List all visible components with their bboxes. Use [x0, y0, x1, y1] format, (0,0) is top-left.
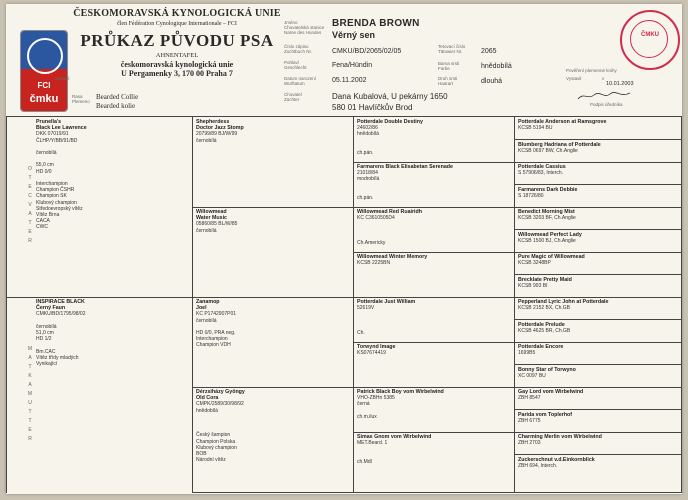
- ancestor-detail: Český šampion: [196, 432, 231, 439]
- ancestor-gen4-16: [518, 457, 678, 469]
- ancestor-detail: 52619V: [357, 305, 375, 312]
- ancestor-gen4-3: [518, 164, 678, 176]
- ancestor-detail: černá: [357, 401, 370, 408]
- side-letter: A: [28, 211, 32, 217]
- issuer-address: U Pergamenky 3, 170 00 Praha 7: [121, 69, 233, 78]
- ancestor-name: Pepperland Lyric John at Potterdale: [518, 299, 609, 305]
- ancestor-detail: černobílá: [36, 150, 57, 157]
- ancestor-detail: KCSB 0697 BW, Ch.Anglie: [518, 147, 578, 154]
- ancestor-gen4-7: [518, 254, 678, 266]
- great-grandparent-5: [357, 299, 509, 336]
- dob-value: 05.11.2002: [332, 77, 367, 84]
- ancestor-detail: 24602/86: [357, 125, 378, 132]
- doc-title: PRŮKAZ PŮVODU PSA: [80, 31, 274, 50]
- color-value: hnědobílá: [481, 63, 512, 70]
- ancestor-detail: KS07674419: [357, 350, 386, 357]
- ancestor-detail: KCSB 993 BI: [518, 282, 548, 289]
- sex-label: Pohlaví Geschlecht: [284, 60, 307, 71]
- ancestor-name: Willowmead Winter Memory: [357, 254, 428, 260]
- breeder-address-1: Dana Kubalová, U pekárny 1650: [332, 92, 448, 101]
- ancestor-detail: Ch.: [357, 330, 365, 337]
- ancestor-detail: ZBH 6775: [518, 417, 541, 424]
- color-label: Barva srsti Farbe: [438, 61, 460, 72]
- ancestor-detail: S 57906/83, Interch.: [518, 170, 564, 177]
- ancestor-name: Brecklate Pretty Maid: [518, 276, 572, 283]
- ancestor-detail: ch.pán.: [357, 195, 374, 202]
- side-letter: E: [28, 427, 32, 433]
- great-grandparent-7: [357, 389, 509, 420]
- ancestor-detail: Středoevropský vítěz: [36, 205, 83, 212]
- ancestor-name: Zuckerschnut v.d.Einkornblick: [518, 456, 595, 463]
- ancestor-detail: hnědobílá: [357, 131, 379, 138]
- coat-label: Druh srsti Haarart: [438, 76, 458, 87]
- ancestor-name: Farmarens Black Elisabetan Serenade: [357, 164, 453, 170]
- ancestor-detail: 51,0 cm: [36, 330, 54, 337]
- pedigree-grid: [6, 116, 682, 493]
- great-grandparent-4: [357, 254, 509, 266]
- ancestor-name: Zanamop: [196, 299, 220, 305]
- ancestor-detail: KCSB 1500 BJ, Ch.Anglie: [518, 237, 576, 244]
- side-label-father: [27, 165, 33, 246]
- pedigree-document: [6, 4, 682, 494]
- ancestor-name-2: Water Music: [196, 215, 228, 222]
- signature-label: Podpis úředníka: [590, 102, 623, 107]
- side-letter: C: [28, 193, 32, 199]
- ancestor-detail: Vynikající: [36, 361, 58, 368]
- great-grandparent-2: [357, 164, 509, 201]
- fci-member-line: člen Fédération Cynologique Internationale – FCI: [117, 21, 237, 27]
- ancestor-detail: HD 1/2: [36, 336, 52, 343]
- ancestor-gen4-1: [518, 119, 678, 131]
- ancestor-name: Farmarens Dark Debbie: [518, 186, 578, 193]
- ancestor-detail: Ch.Americky: [357, 240, 386, 247]
- signature: [576, 88, 632, 98]
- great-grandparent-1: [357, 119, 509, 156]
- ancestor-detail: černobílá: [196, 227, 217, 234]
- coat-value: dlouhá: [481, 78, 503, 85]
- ancestor-detail: ČLHP/Y/BB/91/BD: [36, 137, 78, 144]
- ancestor-name-2: Black Lee Lawrence: [36, 125, 87, 132]
- side-letter: K: [28, 373, 32, 379]
- ancestor-name: Potterdale Encore: [518, 344, 564, 350]
- ancestor-name: Willowmead Red Ruairidh: [357, 209, 422, 215]
- issued-place: v: [602, 76, 605, 81]
- grandparent-4: [196, 389, 348, 463]
- ancestor-detail: 55,0 cm: [36, 162, 54, 169]
- ancestor-name: Potterdale Anderson at Ramsgrove: [518, 119, 607, 125]
- ancestor-detail: KCSB 4625 BR, Ch.GB: [518, 327, 571, 334]
- issuer-name: českomoravská kynologická unie: [120, 60, 234, 69]
- dob-label: Datum narození Wurftatum: [284, 76, 317, 87]
- ancestor-detail: Interchampion: [196, 336, 228, 343]
- grandparent-1: [196, 119, 348, 144]
- side-letter: T: [28, 364, 32, 370]
- ancestor-detail: hnědobílá: [196, 407, 218, 414]
- ancestor-gen4-15: [518, 434, 678, 446]
- ancestor-detail: HD 0/0: [36, 168, 52, 175]
- ancestor-name: Shepherdess: [196, 119, 230, 125]
- ancestor-name: Gay Lord vom Wirbelwind: [518, 389, 584, 395]
- ancestor-detail: Vítěz Brna: [36, 212, 60, 219]
- ancestor-detail: 21018/84: [357, 170, 378, 177]
- side-letter: O: [28, 166, 32, 172]
- ancestor-name-2: Černý Faun: [36, 305, 66, 312]
- side-letter: E: [28, 229, 32, 235]
- ancestor-detail: černobílá: [196, 317, 217, 324]
- side-letter: T: [28, 220, 32, 226]
- side-letter: M: [27, 346, 33, 352]
- ancestor-detail: ch.Mdl: [357, 458, 372, 465]
- doc-subtitle: AHNENTAFEL: [155, 52, 199, 59]
- ancestor-name: Benedict Morning Mist: [518, 209, 575, 215]
- ancestor-detail: XC 0097 BU: [518, 372, 546, 379]
- ancestor-name: Bonny Star of Torwyno: [518, 366, 576, 373]
- ancestor-name: Blumberg Hadriana of Potterdale: [518, 141, 601, 148]
- registration-number: CMKU/BD/2065/02/05: [332, 48, 402, 55]
- ancestor-detail: 05860/85 BL/W/85: [196, 221, 238, 228]
- ancestor-name: Pure Magic of Willowmead: [518, 254, 585, 260]
- issued-date: 10.01.2003: [606, 81, 634, 87]
- ancestor-name-2: Old Cora: [196, 395, 219, 402]
- breed-name-cz: Bearded kolie: [96, 102, 136, 110]
- ancestor-name: Patrick Black Boy vom Wirbelwind: [357, 389, 444, 395]
- ancestor-detail: KC P1742907P01: [196, 311, 237, 318]
- ancestor-gen4-2: [518, 142, 678, 154]
- breed-label: Rasa Plemeno: [72, 94, 90, 105]
- studbook-label: Pověření plemenné knihy: [566, 68, 617, 73]
- ancestor-detail: KCSB 3248BP: [518, 260, 551, 267]
- parent-sire: [36, 119, 188, 231]
- ancestor-detail: Klubový champion: [196, 444, 237, 451]
- org-name: ČESKOMORAVSKÁ KYNOLOGICKÁ UNIE: [73, 8, 281, 19]
- side-letter: R: [28, 238, 32, 244]
- ancestor-detail: 1699B5: [518, 350, 536, 357]
- side-letter: U: [28, 400, 32, 406]
- issued-label: Vystavil: [566, 76, 582, 81]
- ancestor-name-2: Joel: [196, 305, 207, 312]
- tattoo-value: 2065: [481, 48, 497, 55]
- ancestor-detail: CMKU/BD/1795/98/02: [36, 311, 86, 318]
- ancestor-detail: KC C3610505D4: [357, 215, 395, 222]
- tattoo-label: Tetovací číslo Tätowier Nr.: [438, 44, 466, 55]
- ancestor-detail: MET.Beard. 1: [357, 440, 388, 447]
- fci-cmku-logo: FCI čmku: [20, 30, 68, 112]
- ancestor-detail: CMPK/2589/30/98/92: [196, 401, 244, 408]
- ancestor-name: Simas Gnom vom Wirbelwind: [357, 434, 432, 440]
- ancestor-detail: CWC: [36, 224, 48, 231]
- ancestor-detail: černobílá: [196, 137, 217, 144]
- ancestor-name: Potterdale Prelude: [518, 321, 565, 328]
- side-letter: T: [28, 418, 32, 424]
- dog-name: BRENDA BROWN: [332, 18, 420, 29]
- ancestor-name: Potterdale Just William: [357, 299, 416, 305]
- registration-label: Číslo zápisu Zuchtbuch Nr.: [284, 44, 313, 55]
- parent-dam: [36, 299, 188, 367]
- ancestor-detail: S 18726/80: [518, 192, 544, 199]
- name-label: Jméno Chovatelská stanice Name des Hundes: [284, 20, 325, 36]
- side-letter: M: [27, 391, 33, 397]
- ancestor-detail: modrobílá: [357, 176, 380, 183]
- sex-value: Fena/Hündin: [332, 62, 373, 69]
- ancestor-detail: Champion ČSHR: [36, 187, 75, 194]
- ancestor-detail: Klubový champion: [36, 199, 77, 206]
- ancestor-detail: Interchampion: [36, 181, 68, 188]
- ancestor-gen4-5: [518, 209, 678, 221]
- ancestor-name: Dérzsiházy Gyöngy: [196, 389, 245, 395]
- ancestor-name: Parida vom Toplerhof: [518, 411, 573, 418]
- side-letter: V: [28, 202, 32, 208]
- ancestor-gen4-11: [518, 344, 678, 356]
- ancestor-gen4-13: [518, 389, 678, 401]
- ancestor-gen4-10: [518, 322, 678, 334]
- ancestor-detail: černobílá: [36, 323, 57, 330]
- side-letter: E: [28, 184, 32, 190]
- ancestor-detail: KCSB 2152 BX, Ch.GB: [518, 305, 570, 312]
- ancestor-name: Willowmead: [196, 209, 227, 215]
- breeder-label: Chovatel Züchter: [284, 92, 302, 103]
- side-letter: T: [28, 409, 32, 415]
- ancestor-gen4-9: [518, 299, 678, 311]
- ancestor-detail: ZBH 694, Interch.: [518, 462, 558, 469]
- ancestor-name: Potterdale Cassius: [518, 164, 566, 170]
- ancestor-name: INSPIRACE BLACK: [36, 299, 85, 305]
- ancestor-detail: Bm.CAC: [36, 348, 56, 355]
- ancestor-name-2: Doctor Jazz Stomp: [196, 125, 244, 132]
- breeder-address-2: 580 01 Havlíčkův Brod: [332, 103, 413, 112]
- ancestor-name: Torwynd Image: [357, 344, 396, 350]
- great-grandparent-3: [357, 209, 509, 246]
- ancestor-detail: Champion Polska: [196, 438, 236, 445]
- ancestor-detail: VHO-ZBHn 5385: [357, 395, 395, 402]
- ancestor-name: Potterdale Double Destiny: [357, 119, 423, 125]
- ancestor-name: Charming Merlin vom Wirbelwind: [518, 434, 602, 440]
- ancestor-gen4-12: [518, 367, 678, 379]
- great-grandparent-6: [357, 344, 509, 356]
- ancestor-gen4-4: [518, 187, 678, 199]
- ancestor-name: Prunella's: [36, 119, 62, 125]
- ancestor-detail: ZBH 2703: [518, 440, 541, 447]
- ancestor-detail: KCSB 3203 BF, Ch.Anglie: [518, 215, 576, 222]
- ancestor-detail: ZBH 8547: [518, 395, 541, 402]
- ancestor-detail: CACA: [36, 218, 50, 225]
- ancestor-detail: KCSB 2225BN: [357, 260, 391, 267]
- ancestor-name: Willowmead Perfect Lady: [518, 231, 582, 238]
- great-grandparent-8: [357, 434, 509, 465]
- ancestor-detail: ch.m.ilux: [357, 413, 377, 420]
- side-letter: R: [28, 436, 32, 442]
- vystavil-label: Vystavil: [54, 76, 70, 81]
- grandparent-2: [196, 209, 348, 234]
- ancestor-detail: Champion SK: [36, 193, 67, 200]
- ancestor-detail: 20799/89 BJ/W/99: [196, 131, 238, 138]
- ancestor-detail: HD 0/0, PRA neg.: [196, 330, 236, 337]
- ancestor-detail: Národní vítěz: [196, 457, 226, 464]
- grandparent-3: [196, 299, 348, 349]
- side-label-mother: [27, 345, 33, 444]
- ancestor-detail: Champion VDH: [196, 342, 231, 349]
- ancestor-detail: BOB: [196, 451, 207, 458]
- ancestor-detail: ch.pán.: [357, 150, 374, 157]
- official-stamp: ČMKU: [620, 10, 680, 70]
- side-letter: A: [28, 355, 32, 361]
- side-letter: A: [28, 382, 32, 388]
- side-letter: T: [28, 175, 32, 181]
- ancestor-gen4-14: [518, 412, 678, 424]
- kennel-name: Věrný sen: [332, 30, 376, 40]
- breed-name-en: Bearded Collie: [96, 93, 139, 101]
- ancestor-gen4-8: [518, 277, 678, 289]
- ancestor-gen4-6: [518, 232, 678, 244]
- ancestor-detail: KCSB 5194 BU: [518, 125, 553, 132]
- ancestor-detail: Vítěz třídy mladých: [36, 354, 79, 361]
- ancestor-detail: DKK 07019/91: [36, 131, 69, 138]
